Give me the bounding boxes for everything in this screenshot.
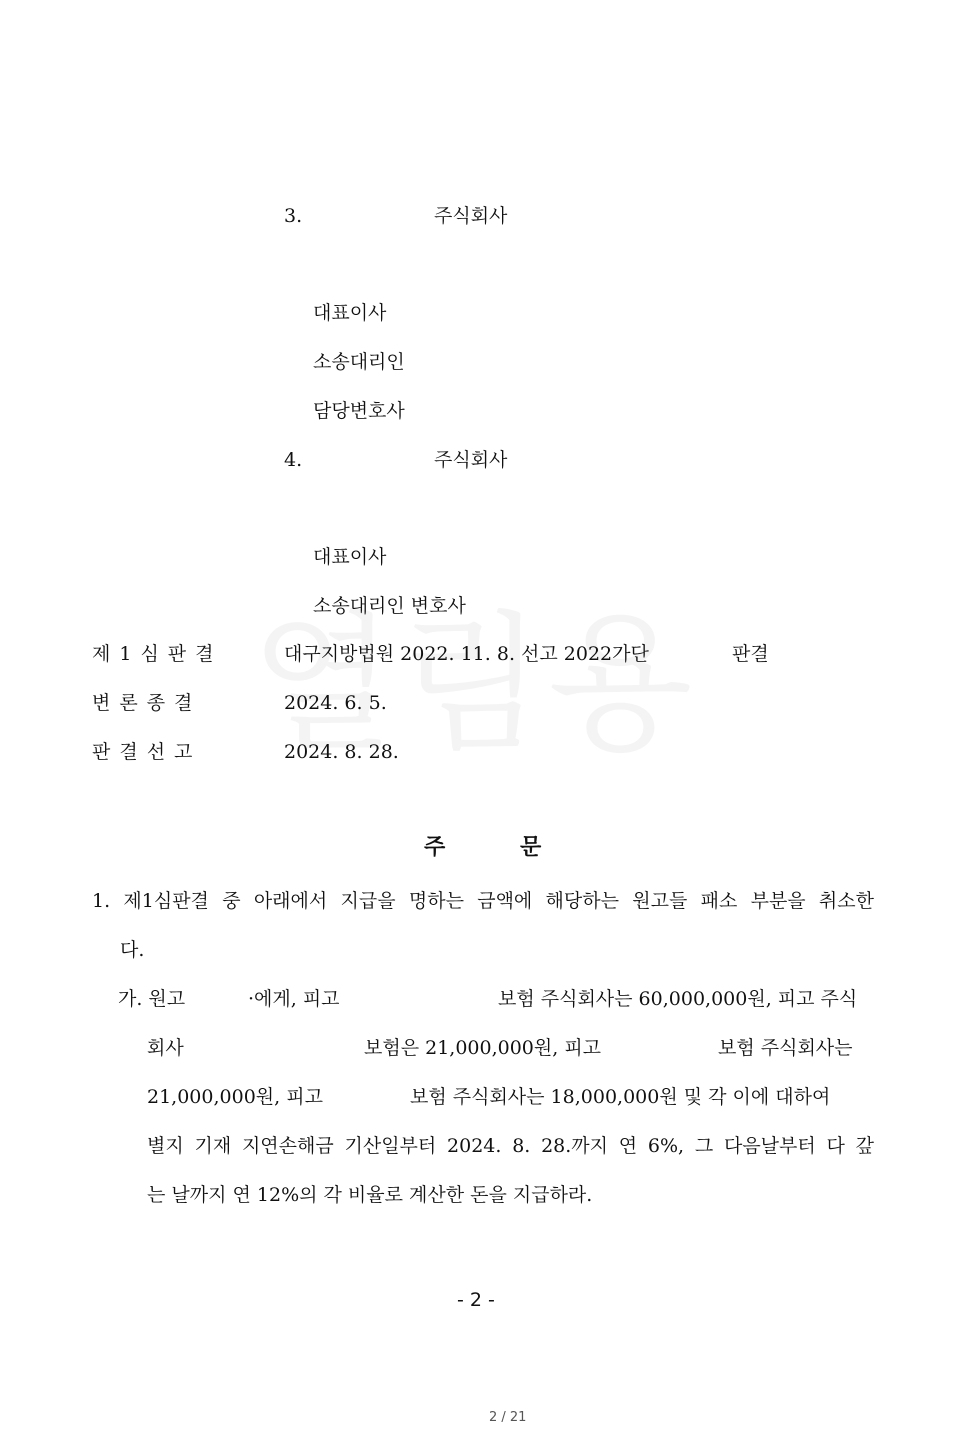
order-ga-line-2-b: 보험은 21,000,000원, 피고 xyxy=(364,1037,602,1059)
party-3-representative: 대표이사 xyxy=(313,302,387,324)
party-3-agent: 소송대리인 xyxy=(313,351,405,373)
order-item-1-line-2: 다. xyxy=(120,939,145,961)
order-heading-right: 문 xyxy=(520,835,542,860)
party-3-number: 3. xyxy=(284,205,303,227)
order-heading-left: 주 xyxy=(424,835,446,860)
order-ga-line-4: 별지 기재 지연손해금 기산일부터 2024. 8. 28.까지 연 6%, 그 다음날부터 다 갚 xyxy=(147,1135,874,1157)
sentence-value: 2024. 8. 28. xyxy=(284,741,399,763)
order-ga-line-2-c: 보험 주식회사는 xyxy=(718,1037,853,1059)
party-3-lawyer: 담당변호사 xyxy=(313,400,405,422)
first-judgment-suffix: 판결 xyxy=(732,643,769,665)
first-judgment-label: 제1심판결 xyxy=(92,643,223,665)
order-ga-line-5: 는 날까지 연 12%의 각 비율로 계산한 돈을 지급하라. xyxy=(147,1184,593,1206)
closing-label: 변론종결 xyxy=(92,692,202,714)
party-4-representative: 대표이사 xyxy=(313,546,387,568)
order-ga-line-3-b: 보험 주식회사는 18,000,000원 및 각 이에 대하여 xyxy=(410,1086,831,1108)
party-4-number: 4. xyxy=(284,449,303,471)
order-ga-line-1-c: 보험 주식회사는 60,000,000원, 피고 주식 xyxy=(498,988,858,1010)
order-ga-line-1-a: 가. 원고 xyxy=(118,988,186,1010)
closing-value: 2024. 6. 5. xyxy=(284,692,387,714)
party-3-company: 주식회사 xyxy=(434,205,508,227)
order-ga-line-2-a: 회사 xyxy=(147,1037,184,1059)
sentence-label: 판결선고 xyxy=(92,741,202,763)
page-footer: 2 / 21 xyxy=(489,1410,527,1425)
order-item-1-line-1: 1. 제1심판결 중 아래에서 지급을 명하는 금액에 해당하는 원고들 패소 부분을 취소한 xyxy=(92,890,874,912)
order-ga-line-1-b: ·에게, 피고 xyxy=(248,988,340,1010)
first-judgment-value: 대구지방법원 2022. 11. 8. 선고 2022가단 xyxy=(284,643,649,665)
page-number: - 2 - xyxy=(457,1289,495,1311)
party-4-company: 주식회사 xyxy=(434,449,508,471)
party-4-agent: 소송대리인 변호사 xyxy=(313,595,466,617)
order-ga-line-3-a: 21,000,000원, 피고 xyxy=(147,1086,323,1108)
